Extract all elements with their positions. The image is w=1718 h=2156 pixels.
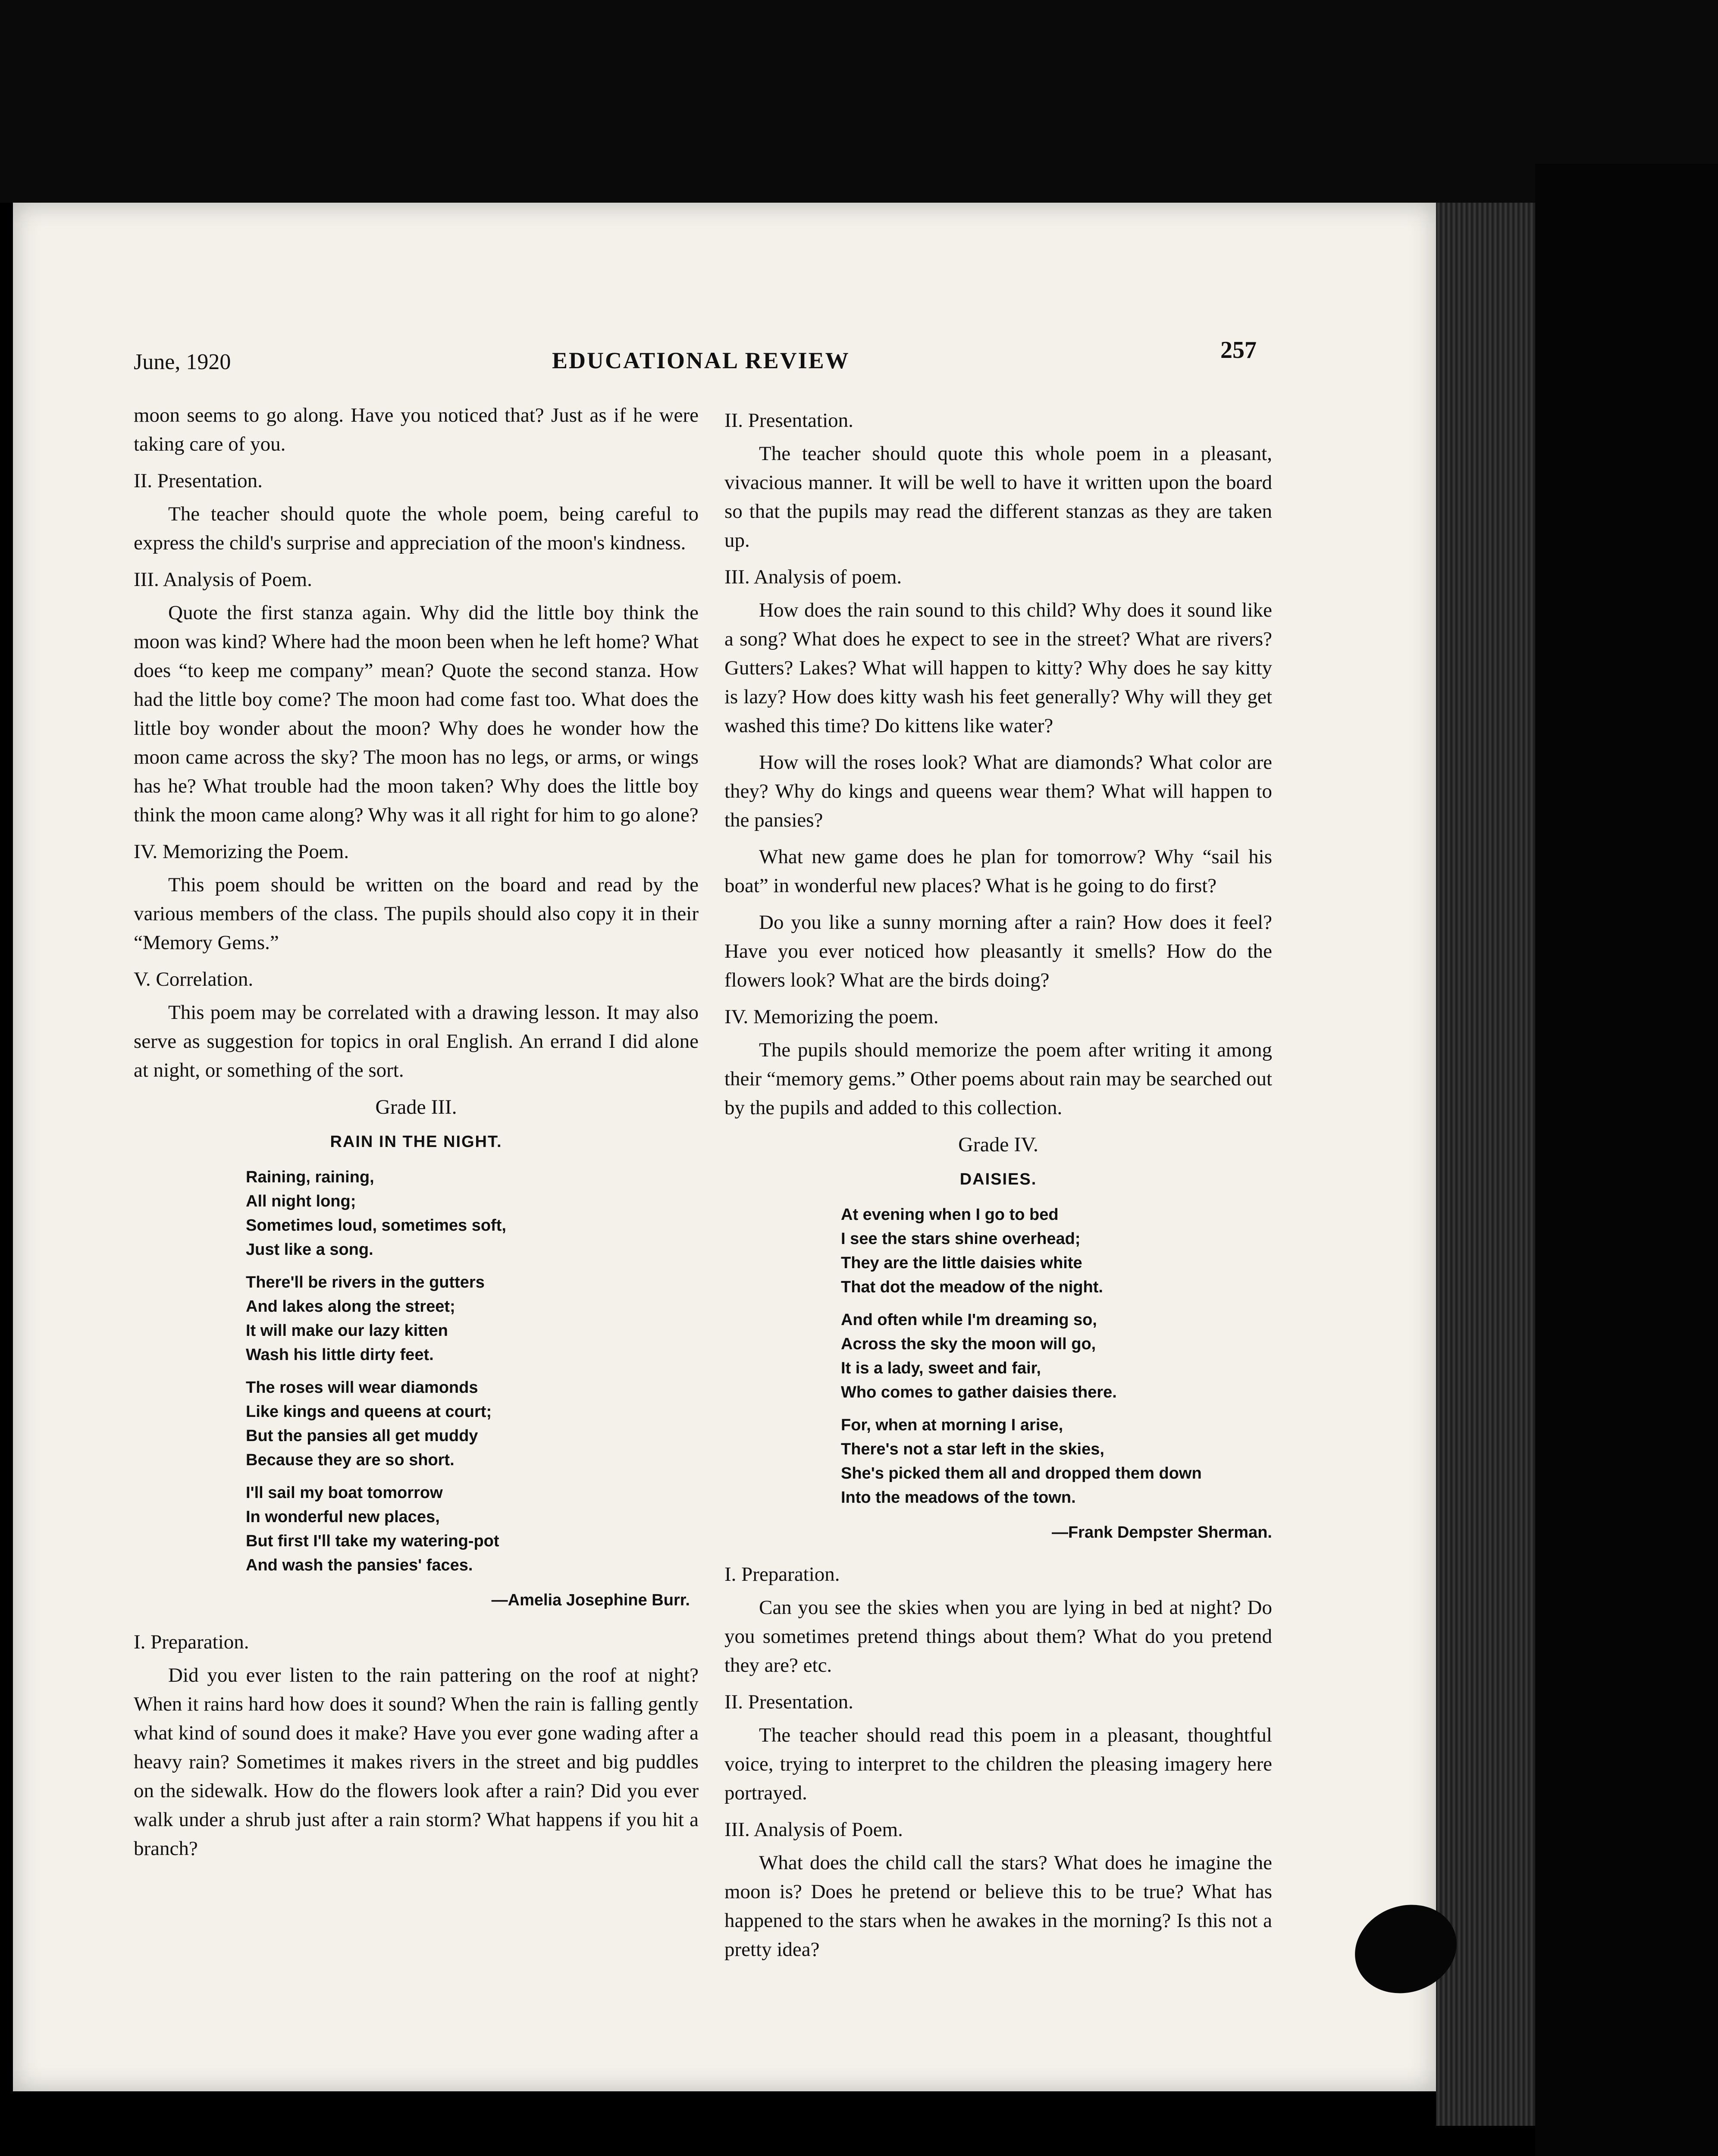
poem-line: There'll be rivers in the gutters xyxy=(246,1273,485,1291)
paragraph: The teacher should read this poem in a pleasant, thoughtful voice, trying to interpret to the children the pleasing imagery here portrayed. xyxy=(724,1724,1272,1804)
grade-heading: Grade III. xyxy=(375,1096,457,1119)
poem-stanza xyxy=(246,1481,699,1577)
poem-line: For, when at morning I arise, xyxy=(841,1416,1063,1434)
grade-heading: Grade IV. xyxy=(958,1133,1038,1156)
running-header xyxy=(134,337,1272,388)
poem-line: Who comes to gather daisies there. xyxy=(841,1383,1117,1401)
section-heading: III. Analysis of poem. xyxy=(724,566,902,588)
header-title: EDUCATIONAL REVIEW xyxy=(552,348,850,373)
page-number: 257 xyxy=(1220,337,1257,364)
poem-title: DAISIES. xyxy=(959,1170,1037,1188)
poem-stanza xyxy=(246,1376,699,1472)
poem-line: At evening when I go to bed xyxy=(841,1206,1059,1224)
paragraph: How does the rain sound to this child? Why does it sound like a song? What does he expect to see in the street? What are rivers? Gutters? Lakes? What will happen to kitty? Why does he say kitty is lazy? How does kitty wash his feet generally? Why will they get washed this time? Do kittens like water? xyxy=(724,599,1272,737)
poem-line: I'll sail my boat tomorrow xyxy=(246,1484,443,1502)
poem-line: All night long; xyxy=(246,1192,356,1210)
section-heading: IV. Memorizing the Poem. xyxy=(134,840,349,863)
paragraph: Can you see the skies when you are lying in bed at night? Do you sometimes pretend things about them? What do you pretend they are? etc. xyxy=(724,1596,1272,1677)
book-page-edges xyxy=(1436,203,1535,2126)
book-spine xyxy=(1535,164,1718,2156)
paragraph: This poem may be correlated with a drawing lesson. It may also serve as suggestion for topics in oral English. An errand I did alone at night, or something of the sort. xyxy=(134,1001,699,1081)
paragraph: The teacher should quote the whole poem, being careful to express the child's surprise and appreciation of the moon's kindness. xyxy=(134,503,699,554)
poem-title: RAIN IN THE NIGHT. xyxy=(330,1133,502,1151)
poem-author: —Amelia Josephine Burr. xyxy=(491,1591,690,1609)
poem-line: But first I'll take my watering-pot xyxy=(246,1532,499,1550)
poem-line: There's not a star left in the skies, xyxy=(841,1440,1104,1458)
poem-line: It is a lady, sweet and fair, xyxy=(841,1359,1041,1377)
section-heading: V. Correlation. xyxy=(134,968,254,990)
paragraph: Did you ever listen to the rain pattering on the roof at night? When it rains hard how does it sound? When the rain is falling gently what kind of sound does it make? Have you ever gone wading after a heavy rain? Sometimes it makes rivers in the street and big puddles on the sidewalk. How do the flowers look after a rain? Did you ever walk under a shrub just after a rain storm? What happens if you hit a branch? xyxy=(134,1664,699,1860)
paragraph: This poem should be written on the board and read by the various members of the class. The pupils should also copy it in their “Memory Gems.” xyxy=(134,874,699,954)
section-heading: I. Preparation. xyxy=(134,1631,249,1653)
poem-line: That dot the meadow of the night. xyxy=(841,1278,1103,1296)
section-heading: III. Analysis of Poem. xyxy=(134,568,312,591)
poem-line: She's picked them all and dropped them down xyxy=(841,1464,1202,1482)
poem-author: —Frank Dempster Sherman. xyxy=(1051,1523,1272,1542)
paragraph: moon seems to go along. Have you noticed that? Just as if he were taking care of you. xyxy=(134,404,699,455)
poem-line: I see the stars shine overhead; xyxy=(841,1230,1081,1248)
paragraph: Quote the first stanza again. Why did the little boy think the moon was kind? Where had the moon been when he left home? What does “to keep me company” mean? Quote the second stanza. How had the little boy come? The moon had come fast too. What does the little boy wonder about the moon? Why does he wonder how the moon came across the sky? The moon has no legs, or arms, or wings has he? What trouble had the moon taken? Why does the little boy think the moon came along? Why was it all right for him to go alone? xyxy=(134,602,699,826)
section-heading: II. Presentation. xyxy=(134,470,263,492)
poem-line: Because they are so short. xyxy=(246,1451,455,1469)
poem-line: In wonderful new places, xyxy=(246,1508,440,1526)
poem-stanza xyxy=(246,1165,699,1262)
poem-line: Sometimes loud, sometimes soft, xyxy=(246,1216,506,1235)
header-date: June, 1920 xyxy=(134,350,231,374)
section-heading: I. Preparation. xyxy=(724,1563,840,1586)
section-heading: IV. Memorizing the poem. xyxy=(724,1006,939,1028)
poem-stanza xyxy=(841,1203,1272,1299)
poem-line: And lakes along the street; xyxy=(246,1297,455,1316)
poem-line: They are the little daisies white xyxy=(841,1254,1082,1272)
paragraph: Do you like a sunny morning after a rain? How does it feel? Have you ever noticed how pleasantly it smells? How do the flowers look? What are the birds doing? xyxy=(724,911,1272,991)
scan-background-top xyxy=(0,0,1718,203)
poem-line: Into the meadows of the town. xyxy=(841,1489,1076,1507)
poem-stanza xyxy=(841,1308,1272,1404)
poem-line: Raining, raining, xyxy=(246,1168,374,1186)
poem-daisies xyxy=(841,1203,1272,1510)
poem-line: Wash his little dirty feet. xyxy=(246,1346,434,1364)
paragraph: What does the child call the stars? What does he imagine the moon is? Does he pretend or believe this to be true? What has happened to the stars when he awakes in the morning? Is this not a pretty idea? xyxy=(724,1852,1272,1961)
paragraph: The pupils should memorize the poem after writing it among their “memory gems.” Other poems about rain may be searched out by the pupils and added to this collection. xyxy=(724,1039,1272,1119)
poem-line: The roses will wear diamonds xyxy=(246,1379,478,1397)
paragraph: What new game does he plan for tomorrow? Why “sail his boat” in wonderful new places? What is he going to do first? xyxy=(724,846,1272,897)
poem-line: And wash the pansies' faces. xyxy=(246,1556,473,1574)
right-column xyxy=(724,401,1272,1972)
poem-line: Like kings and queens at court; xyxy=(246,1403,492,1421)
poem-rain-in-the-night xyxy=(246,1165,699,1577)
paragraph: How will the roses look? What are diamonds? What color are they? Why do kings and queens wear them? What will happen to the pansies? xyxy=(724,751,1272,831)
section-heading: III. Analysis of Poem. xyxy=(724,1818,903,1841)
poem-line: Across the sky the moon will go, xyxy=(841,1335,1096,1353)
poem-line: But the pansies all get muddy xyxy=(246,1427,478,1445)
section-heading: II. Presentation. xyxy=(724,409,853,432)
left-column xyxy=(134,401,699,1871)
poem-line: Just like a song. xyxy=(246,1241,373,1259)
poem-line: And often while I'm dreaming so, xyxy=(841,1311,1097,1329)
poem-line: It will make our lazy kitten xyxy=(246,1322,448,1340)
poem-stanza xyxy=(246,1270,699,1367)
section-heading: II. Presentation. xyxy=(724,1691,853,1713)
poem-stanza xyxy=(841,1413,1272,1510)
paragraph: The teacher should quote this whole poem in a pleasant, vivacious manner. It will be well to have it written upon the board so that the pupils may read the different stanzas as they are taken up. xyxy=(724,442,1272,552)
